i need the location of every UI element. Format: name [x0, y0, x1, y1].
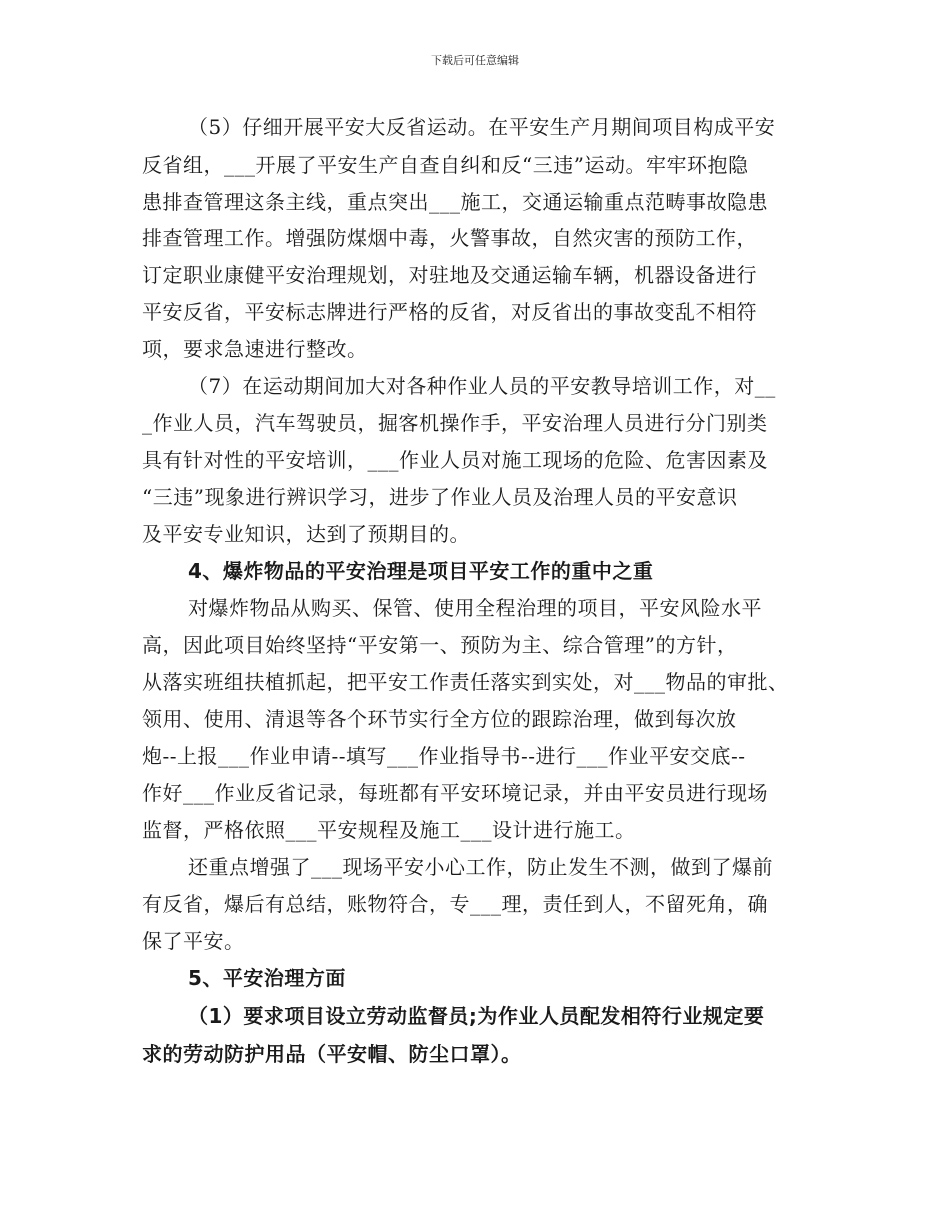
paragraph-line: 排查管理工作。增强防煤烟中毒，火警事故，自然灾害的预防工作， — [142, 226, 757, 250]
paragraph-line: 具有针对性的平安培训，___作业人员对施工现场的危险、危害因素及 — [142, 448, 768, 472]
paragraph-line: 炮--上报___作业申请--填写___作业指导书--进行___作业平安交底-- — [142, 744, 746, 768]
paragraph-line: 反省组，___开展了平安生产自查自纠和反“三违”运动。牢牢环抱隐 — [142, 153, 749, 177]
paragraph-line: （7）在运动期间加大对各种作业人员的平安教导培训工作，对__ — [188, 374, 776, 398]
paragraph-line: 从落实班组扶植抓起，把平安工作责任落实到实处，对___物品的审批、 — [142, 670, 789, 694]
paragraph-line: 高，因此项目始终坚持“平安第一、预防为主、综合管理”的方针， — [142, 633, 738, 657]
section-heading: 5、平安治理方面 — [188, 966, 346, 990]
paragraph-line: 订定职业康健平安治理规划，对驻地及交通运输车辆，机器设备进行 — [142, 263, 757, 287]
paragraph-line: 对爆炸物品从购买、保管、使用全程治理的项目，平安风险水平 — [188, 596, 762, 620]
paragraph-line: 求的劳动防护用品（平安帽、防尘口罩）。 — [142, 1042, 522, 1066]
paragraph-line: （5）仔细开展平安大反省运动。在平安生产月期间项目构成平安 — [188, 115, 776, 139]
page-header: 下载后可任意编辑 — [431, 54, 519, 67]
paragraph-line: 有反省，爆后有总结，账物符合，专___理，责任到人，不留死角，确 — [142, 892, 768, 916]
paragraph-line: “三违”现象进行辨识学习，进步了作业人员及治理人员的平安意识 — [142, 485, 738, 509]
paragraph-line: （1）要求项目设立劳动监督员;为作业人员配发相符行业规定要 — [188, 1004, 765, 1028]
paragraph-line: 领用、使用、清退等各个环节实行全方位的跟踪治理，做到每次放 — [142, 707, 737, 731]
paragraph-line: 监督，严格依照___平安规程及施工___设计进行施工。 — [142, 818, 636, 842]
paragraph-line: 项，要求急速进行整改。 — [142, 337, 368, 361]
paragraph-line: 患排查管理这条主线，重点突出___施工，交通运输重点范畴事故隐患 — [142, 190, 768, 214]
paragraph-line: 保了平安。 — [142, 929, 245, 953]
paragraph-line: 作好___作业反省记录，每班都有平安环境记录，并由平安员进行现场 — [142, 781, 768, 805]
section-heading: 4、爆炸物品的平安治理是项目平安工作的重中之重 — [188, 559, 654, 583]
paragraph-line: 平安反省，平安标志牌进行严格的反省，对反省出的事故变乱不相符 — [142, 300, 757, 324]
paragraph-line: 及平安专业知识，达到了预期目的。 — [142, 522, 470, 546]
paragraph-line: 还重点增强了___现场平安小心工作，防止发生不测，做到了爆前 — [188, 855, 773, 879]
paragraph-line: _作业人员，汽车驾驶员，掘客机操作手，平安治理人员进行分门别类 — [142, 411, 768, 435]
